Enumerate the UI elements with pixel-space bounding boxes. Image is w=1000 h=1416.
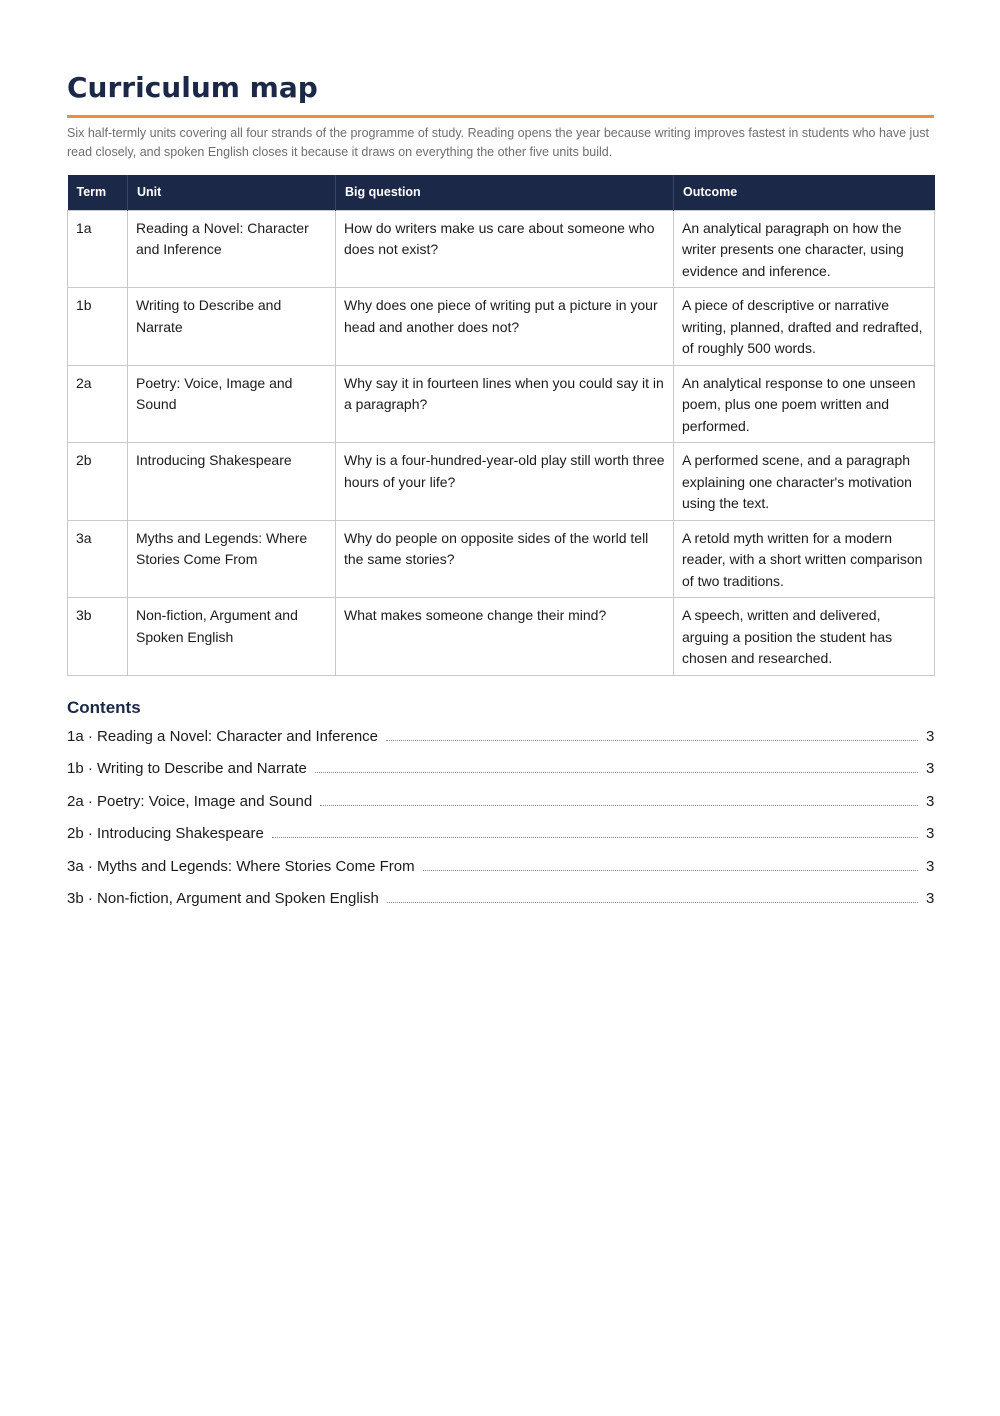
toc-dot-leader (320, 805, 918, 806)
toc-page-number[interactable]: 3 (926, 792, 935, 810)
question-cell: Why do people on opposite sides of the world tell the same stories? (336, 520, 674, 598)
term-cell: 1a (68, 210, 128, 288)
table-row (68, 520, 935, 598)
outcome-cell: An analytical paragraph on how the writer presents one character, using evidence and inference. (674, 210, 935, 288)
table-row (68, 598, 935, 676)
toc-entry[interactable] (67, 791, 934, 824)
document-page (67, 0, 934, 921)
term-cell: 3b (68, 598, 128, 676)
table-row (68, 210, 935, 288)
unit-cell: Reading a Novel: Character and Inference (128, 210, 336, 288)
term-cell: 3a (68, 520, 128, 598)
header-big-question: Big question (336, 175, 674, 211)
toc-entry[interactable] (67, 726, 934, 759)
table-of-contents (67, 726, 934, 921)
term-cell: 1b (68, 288, 128, 366)
question-cell: Why does one piece of writing put a picture in your head and another does not? (336, 288, 674, 366)
toc-dot-leader (272, 837, 918, 838)
curriculum-table (67, 175, 935, 676)
toc-entry[interactable] (67, 888, 934, 921)
intro-paragraph: Six half-termly units covering all four strands of the programme of study. Reading opens the year because writing improves fastest in students who have just read closely, and spoken English closes it because it draws on everything the other five units build. (67, 126, 929, 159)
unit-cell: Writing to Describe and Narrate (128, 288, 336, 366)
toc-entry-label[interactable]: 1b · Writing to Describe and Narrate (67, 760, 307, 777)
toc-dot-leader (423, 870, 918, 871)
outcome-cell: A speech, written and delivered, arguing a position the student has chosen and researched. (674, 598, 935, 676)
question-cell: How do writers make us care about someone who does not exist? (336, 210, 674, 288)
toc-page-number[interactable]: 3 (926, 890, 935, 907)
toc-page-number[interactable]: 3 (926, 760, 935, 777)
question-cell: Why say it in fourteen lines when you could say it in a paragraph? (336, 365, 674, 443)
outcome-cell: A piece of descriptive or narrative writing, planned, drafted and redrafted, of roughly 500 words. (674, 288, 935, 366)
toc-entry-label[interactable]: 2a · Poetry: Voice, Image and Sound (67, 792, 313, 810)
toc-page-number[interactable]: 3 (926, 857, 935, 875)
unit-cell: Myths and Legends: Where Stories Come From (128, 520, 336, 598)
toc-dot-leader (387, 902, 918, 903)
table-row (68, 365, 935, 443)
outcome-cell: A performed scene, and a paragraph explaining one character's motivation using the text. (674, 443, 935, 521)
header-term: Term (68, 175, 128, 211)
outcome-cell: A retold myth written for a modern reader, with a short written comparison of two traditions. (674, 520, 935, 598)
toc-page-number[interactable]: 3 (926, 825, 935, 842)
toc-entry-label[interactable]: 2b · Introducing Shakespeare (67, 825, 264, 842)
table-row (68, 288, 935, 366)
toc-dot-leader (315, 772, 918, 773)
header-unit: Unit (128, 175, 336, 211)
toc-page-number[interactable]: 3 (926, 727, 935, 745)
term-cell: 2b (68, 443, 128, 521)
outcome-cell: An analytical response to one unseen poem, plus one poem written and performed. (674, 365, 935, 443)
term-cell: 2a (68, 365, 128, 443)
toc-entry-label[interactable]: 1a · Reading a Novel: Character and Inference (67, 727, 379, 745)
toc-entry-label[interactable]: 3b · Non-fiction, Argument and Spoken English (67, 890, 379, 907)
table-row (68, 443, 935, 521)
toc-dot-leader (386, 740, 918, 741)
toc-entry[interactable] (67, 823, 934, 856)
table-header-row (68, 175, 935, 211)
unit-cell: Non-fiction, Argument and Spoken English (128, 598, 336, 676)
header-outcome: Outcome (674, 175, 935, 211)
unit-cell: Introducing Shakespeare (128, 443, 336, 521)
question-cell: What makes someone change their mind? (336, 598, 674, 676)
toc-entry[interactable] (67, 856, 934, 889)
page-title: Curriculum map (67, 0, 934, 118)
question-cell: Why is a four-hundred-year-old play still worth three hours of your life? (336, 443, 674, 521)
toc-entry-label[interactable]: 3a · Myths and Legends: Where Stories Come From (67, 857, 415, 875)
unit-cell: Poetry: Voice, Image and Sound (128, 365, 336, 443)
toc-entry[interactable] (67, 758, 934, 791)
contents-heading: Contents (67, 697, 141, 717)
